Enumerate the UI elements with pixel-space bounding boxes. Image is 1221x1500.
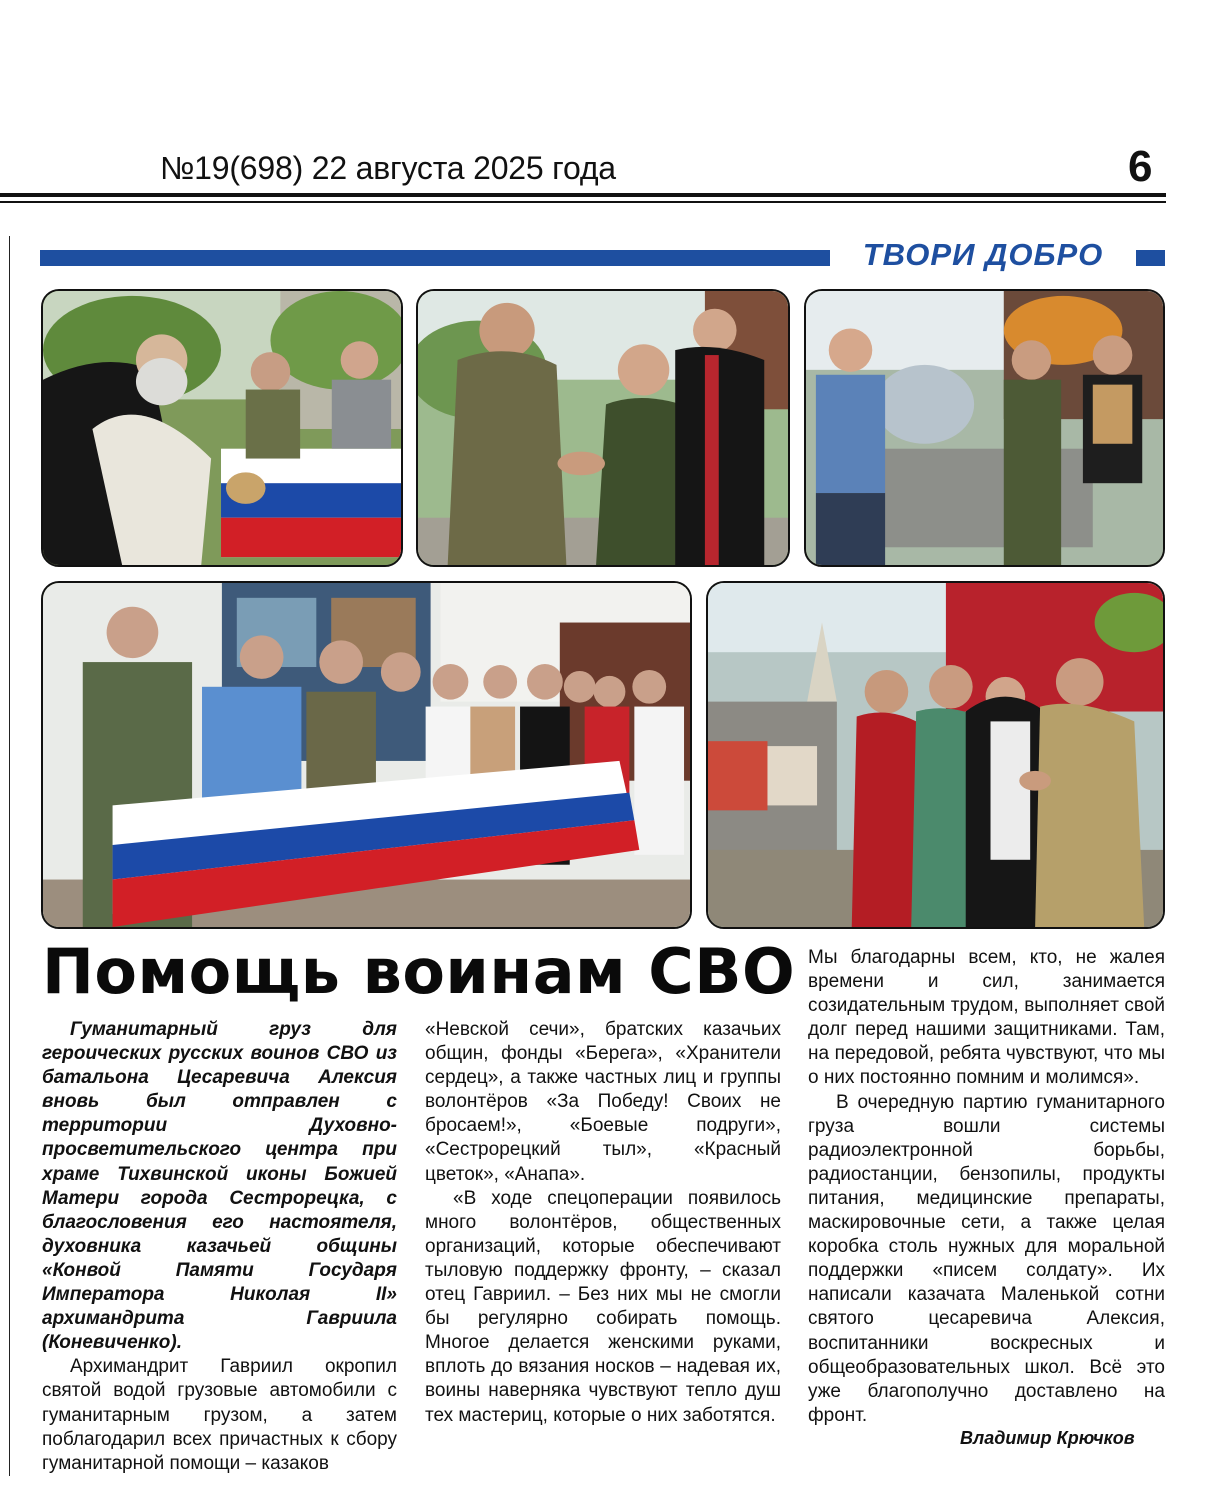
rubric-band [40,250,830,266]
text-column-3 [808,946,1165,1428]
article-paragraph-4: Мы благодарны всем, кто, не жалея времени и сил, занимается созидательным трудом, выполняет свой долг перед нашими защитниками. Там, на передовой, ребята чувствуют, что мы о них постоянно помним и молимся». [808,947,1165,1089]
article-paragraph-5: В очередную партию гуманитарного груза вошли системы радиоэлектронной борьбы, радиостанции, бензопилы, продукты питания, медицинские препараты, маскировочные сети, а также целая коробка столь нужных для моральной поддержки «писем солдату». Их написали казачата Маленькой сотни святого цесаревича Алексия, воспитанники воскресных и общеобразовательных школ. Всё это уже благополучно доставлено на фронт. [808,1091,1165,1426]
column-divider-left [9,236,10,1476]
article-paragraph-3: «В ходе спецоперации появилось много волонтёров, общественных организаций, которые обеспечивают тыловую поддержку фронту, – сказал отец Гавриил. – Без них мы не смогли бы регулярно собирать помощь. Многое делается женскими руками, вплоть до вязания носков – надевая их, воины наверняка чувствуют тепло душ тех мастериц, которые о них заботятся. [425,1187,781,1426]
header-rule-thick [0,193,1166,197]
photo-handshake [416,289,790,567]
article-paragraph-2: «Невской сечи», братских казачьих общин, фонды «Берега», «Хранители сердец», а также частных лиц и группы волонтёров «За Победу! Своих не бросаем!», «Боевые подруги», «Сестрорецкий тыл», «Красный цветок», «Анапа». [425,1019,781,1185]
rubric-band-end [1136,250,1165,266]
article-paragraph-1: Архимандрит Гавриил окропил святой водой грузовые автомобили с гуманитарным грузом, а затем поблагодарил всех причастных к сбору гуманитарной помощи – казаков [42,1356,397,1474]
page-number: 6 [1128,142,1153,191]
text-column-1 [42,1018,397,1476]
text-column-2 [425,1018,781,1428]
article-author: Владимир Крючков [960,1428,1135,1448]
header-rule-thin [0,201,1166,203]
photo-group-with-flags [41,581,692,929]
photo-award-ceremony [706,581,1165,929]
rubric-title: ТВОРИ ДОБРО [862,237,1104,272]
article-lead: Гуманитарный груз для героических русских воинов СВО из батальона Цесаревича Алексия вновь был отправлен с территории Духовно-просветительского центра при храме Тихвинской иконы Божией Матери города Сестрорецка, с благословения его настоятеля, духовника казачьей общины «Конвой Памяти Государя Императора Николая II» архимандрита Гавриила (Коневиченко). [42,1019,397,1354]
article-headline: Помощь воинам СВО [42,935,796,1008]
photo-priest-blessing [41,289,403,567]
photo-loading-cargo [804,289,1165,567]
issue-line: №19(698) 22 августа 2025 года [160,150,616,186]
